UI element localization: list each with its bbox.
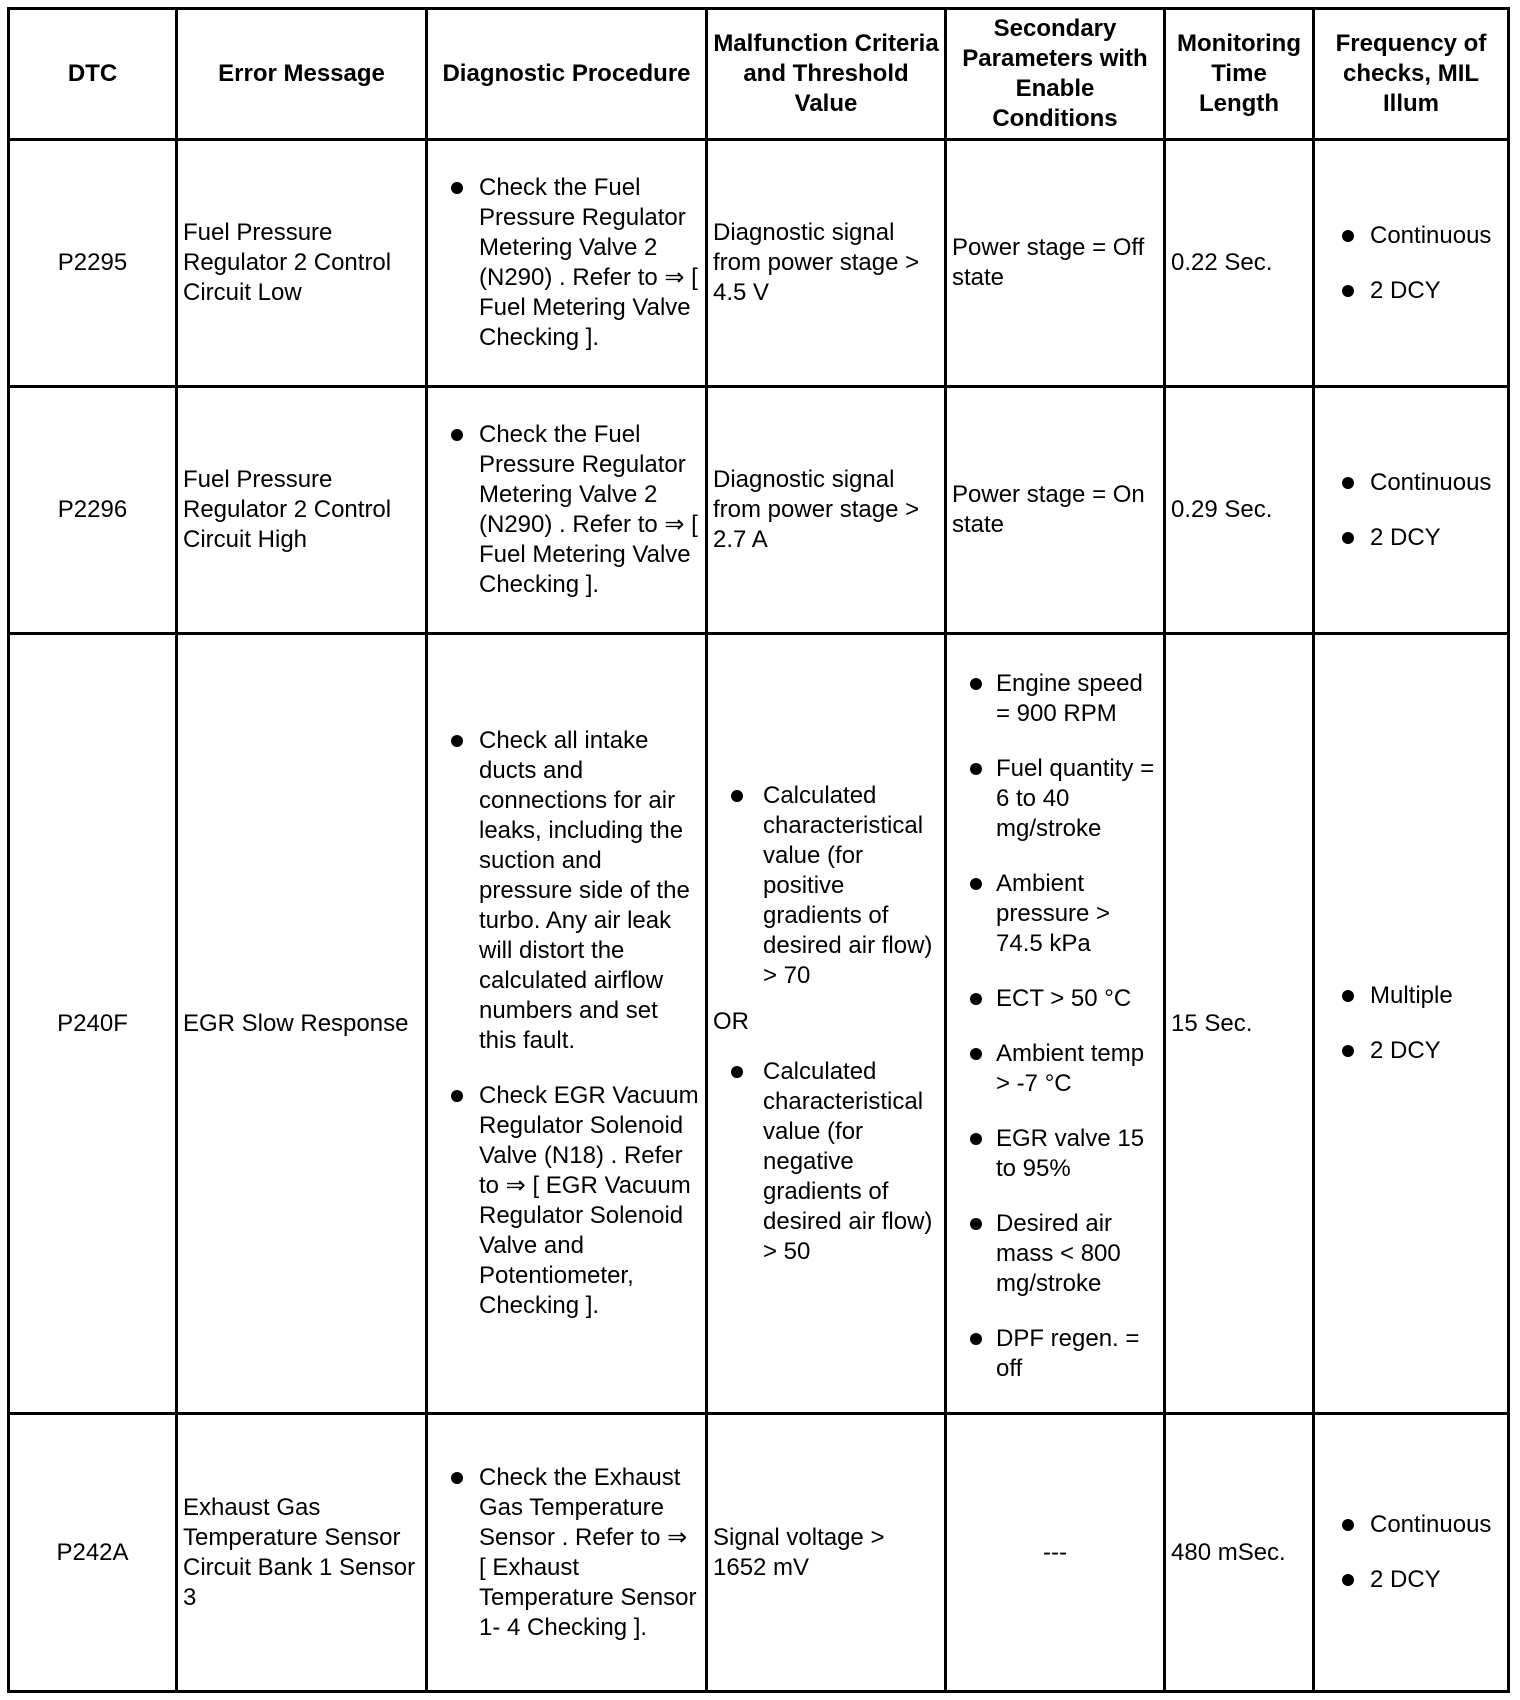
secondary-item: Engine speed = 900 RPM <box>952 669 1158 729</box>
criteria-item: Calculated characteristical value (for negative gradients of desired air flow) > 50 <box>713 1057 939 1267</box>
diagnostic-procedure <box>427 1414 707 1692</box>
secondary-parameters: Power stage = Off state <box>946 140 1165 387</box>
frequency-item: 2 DCY <box>1320 1036 1502 1066</box>
dtc-code: P2295 <box>9 140 177 387</box>
secondary-item: Desired air mass < 800 mg/stroke <box>952 1209 1158 1299</box>
frequency-mil <box>1314 387 1509 634</box>
header-monitoring-time: Monitoring Time Length <box>1165 9 1314 140</box>
frequency-item: Continuous <box>1320 468 1502 498</box>
dtc-code: P2296 <box>9 387 177 634</box>
frequency-item: Multiple <box>1320 981 1502 1011</box>
header-malfunction-criteria: Malfunction Criteria and Threshold Value <box>707 9 946 140</box>
secondary-item: EGR valve 15 to 95% <box>952 1124 1158 1184</box>
frequency-mil <box>1314 1414 1509 1692</box>
error-message: Fuel Pressure Regulator 2 Control Circuit Low <box>177 140 427 387</box>
header-row <box>9 9 1509 140</box>
error-message: Exhaust Gas Temperature Sensor Circuit Bank 1 Sensor 3 <box>177 1414 427 1692</box>
table-row <box>9 387 1509 634</box>
secondary-item: DPF regen. = off <box>952 1324 1158 1384</box>
criteria-item: Calculated characteristical value (for positive gradients of desired air flow) > 70 <box>713 781 939 991</box>
table-row <box>9 1414 1509 1692</box>
frequency-item: 2 DCY <box>1320 523 1502 553</box>
monitoring-time: 0.22 Sec. <box>1165 140 1314 387</box>
frequency-mil <box>1314 140 1509 387</box>
header-error-message: Error Message <box>177 9 427 140</box>
error-message: EGR Slow Response <box>177 634 427 1414</box>
header-secondary-parameters: Secondary Parameters with Enable Conditions <box>946 9 1165 140</box>
dtc-table <box>7 7 1510 1693</box>
malfunction-criteria: Diagnostic signal from power stage > 4.5 V <box>707 140 946 387</box>
secondary-item: Ambient temp > -7 °C <box>952 1039 1158 1099</box>
malfunction-criteria <box>707 634 946 1414</box>
diagnostic-procedure <box>427 634 707 1414</box>
error-message: Fuel Pressure Regulator 2 Control Circuit High <box>177 387 427 634</box>
secondary-parameters: Power stage = On state <box>946 387 1165 634</box>
header-dtc: DTC <box>9 9 177 140</box>
criteria-or: OR <box>713 1007 749 1035</box>
secondary-item: Ambient pressure > 74.5 kPa <box>952 869 1158 959</box>
frequency-mil <box>1314 634 1509 1414</box>
procedure-step: Check the Exhaust Gas Temperature Sensor . Refer to ⇒ [ Exhaust Temperature Sensor 1- 4 Checking ]. <box>433 1463 700 1643</box>
dtc-code: P242A <box>9 1414 177 1692</box>
procedure-step: Check the Fuel Pressure Regulator Metering Valve 2 (N290) . Refer to ⇒ [ Fuel Metering Valve Checking ]. <box>433 420 700 600</box>
frequency-item: Continuous <box>1320 221 1502 251</box>
malfunction-criteria: Diagnostic signal from power stage > 2.7 A <box>707 387 946 634</box>
procedure-step: Check all intake ducts and connections for air leaks, including the suction and pressure side of the turbo. Any air leak will distort the calculated airflow numbers and set this fault. <box>433 726 700 1056</box>
header-diagnostic-procedure: Diagnostic Procedure <box>427 9 707 140</box>
frequency-item: 2 DCY <box>1320 1565 1502 1595</box>
procedure-step: Check EGR Vacuum Regulator Solenoid Valve (N18) . Refer to ⇒ [ EGR Vacuum Regulator Solenoid Valve and Potentiometer, Checking ]. <box>433 1081 700 1321</box>
dtc-code: P240F <box>9 634 177 1414</box>
secondary-parameters: --- <box>946 1414 1165 1692</box>
secondary-item: ECT > 50 °C <box>952 984 1158 1014</box>
monitoring-time: 15 Sec. <box>1165 634 1314 1414</box>
frequency-item: 2 DCY <box>1320 276 1502 306</box>
malfunction-criteria: Signal voltage > 1652 mV <box>707 1414 946 1692</box>
header-frequency: Frequency of checks, MIL Illum <box>1314 9 1509 140</box>
frequency-item: Continuous <box>1320 1510 1502 1540</box>
monitoring-time: 0.29 Sec. <box>1165 387 1314 634</box>
diagnostic-procedure <box>427 140 707 387</box>
secondary-parameters <box>946 634 1165 1414</box>
table-row <box>9 634 1509 1414</box>
table-row <box>9 140 1509 387</box>
diagnostic-procedure <box>427 387 707 634</box>
secondary-item: Fuel quantity = 6 to 40 mg/stroke <box>952 754 1158 844</box>
procedure-step: Check the Fuel Pressure Regulator Metering Valve 2 (N290) . Refer to ⇒ [ Fuel Metering Valve Checking ]. <box>433 173 700 353</box>
monitoring-time: 480 mSec. <box>1165 1414 1314 1692</box>
